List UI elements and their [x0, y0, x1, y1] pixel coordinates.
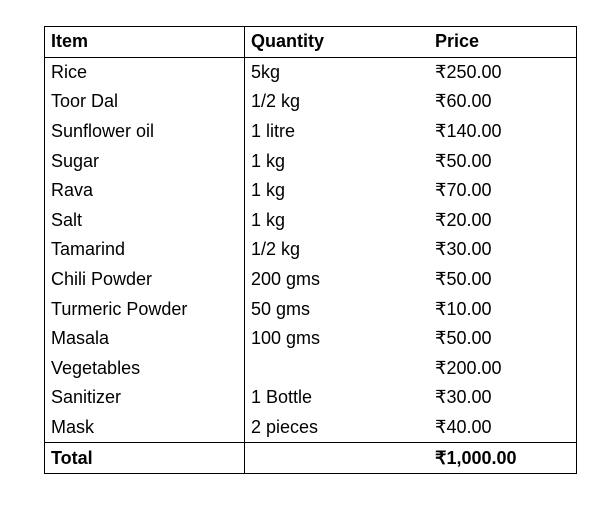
- item-cell: Sunflower oil: [45, 117, 245, 147]
- price-cell: ₹10.00: [435, 298, 492, 319]
- item-cell: Tamarind: [45, 235, 245, 265]
- table-header: [45, 27, 577, 58]
- quantity-cell: 1 litre: [251, 121, 296, 142]
- price-cell: ₹30.00: [435, 239, 492, 260]
- item-cell: Mask: [45, 413, 245, 443]
- item-cell: Turmeric Powder: [45, 294, 245, 324]
- price-cell: ₹50.00: [435, 150, 492, 171]
- item-cell: Masala: [45, 324, 245, 354]
- item-cell: Salt: [45, 206, 245, 236]
- quantity-cell: 1 kg: [251, 180, 286, 201]
- price-cell: ₹60.00: [435, 91, 492, 112]
- table-row: [45, 354, 577, 384]
- table-row: [45, 294, 577, 324]
- quantity-cell: 100 gms: [251, 328, 321, 349]
- item-column-header: Item: [45, 27, 245, 58]
- table-row: [45, 87, 577, 117]
- header-row: [45, 27, 577, 58]
- quantity-cell: 200 gms: [251, 269, 321, 290]
- table-row: [45, 176, 577, 206]
- quantity-cell: [245, 354, 430, 384]
- price-column-header: Price: [429, 27, 577, 58]
- price-cell: ₹250.00: [435, 61, 502, 82]
- price-cell: ₹50.00: [435, 328, 492, 349]
- quantity-cell: 50 gms: [251, 298, 311, 319]
- price-cell: ₹50.00: [435, 269, 492, 290]
- table-row: [45, 146, 577, 176]
- table-row: [45, 383, 577, 413]
- item-cell: Rava: [45, 176, 245, 206]
- table-row: [45, 206, 577, 236]
- table-row: [45, 235, 577, 265]
- table-row: [45, 413, 577, 443]
- price-cell: ₹20.00: [435, 209, 492, 230]
- quantity-column-header: Quantity: [245, 27, 430, 58]
- quantity-cell: 1 kg: [251, 150, 286, 171]
- price-cell: ₹30.00: [435, 387, 492, 408]
- price-cell: ₹70.00: [435, 180, 492, 201]
- item-cell: Toor Dal: [45, 87, 245, 117]
- item-cell: Rice: [45, 57, 245, 87]
- table-row: [45, 57, 577, 87]
- table-row: [45, 117, 577, 147]
- quantity-cell: 5kg: [251, 61, 281, 82]
- total-price: ₹1,000.00: [429, 443, 577, 474]
- price-cell: ₹40.00: [435, 417, 492, 438]
- quantity-cell: 1 Bottle: [251, 387, 313, 408]
- table-row: [45, 324, 577, 354]
- grocery-price-table: [44, 26, 577, 474]
- total-quantity-cell: [245, 443, 430, 474]
- quantity-cell: 1 kg: [251, 209, 286, 230]
- quantity-cell: 2 pieces: [251, 417, 319, 438]
- table-row: [45, 265, 577, 295]
- table-body: [45, 57, 577, 473]
- item-cell: Sanitizer: [45, 383, 245, 413]
- item-cell: Vegetables: [45, 354, 245, 384]
- total-row: [45, 443, 577, 474]
- item-cell: Sugar: [45, 146, 245, 176]
- item-cell: Chili Powder: [45, 265, 245, 295]
- quantity-cell: 1/2 kg: [251, 239, 301, 260]
- price-cell: ₹200.00: [435, 357, 502, 378]
- total-label: Total: [45, 443, 245, 474]
- price-cell: ₹140.00: [435, 121, 502, 142]
- quantity-cell: 1/2 kg: [251, 91, 301, 112]
